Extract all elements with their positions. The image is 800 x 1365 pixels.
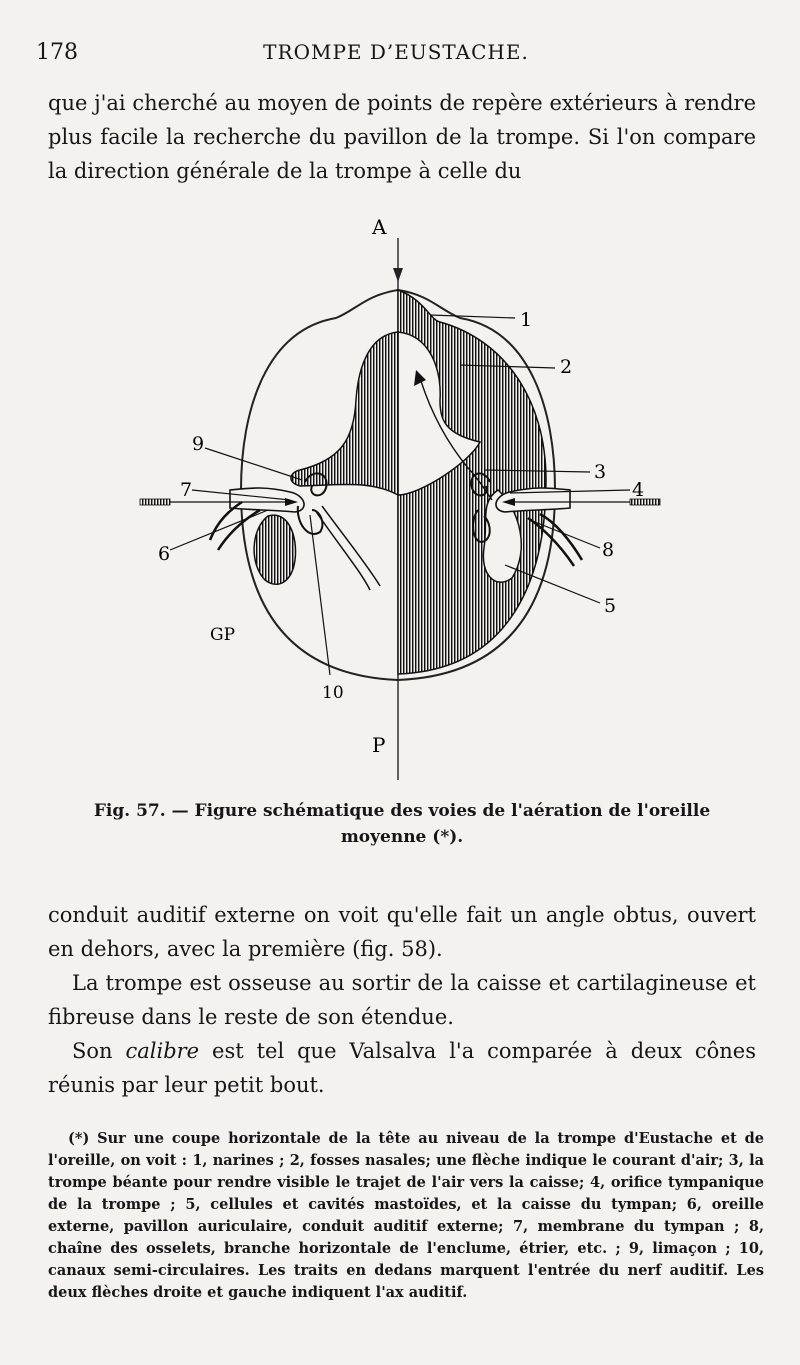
label-gp: GP xyxy=(210,625,236,645)
left-ear-canal xyxy=(230,488,304,512)
label-9: 9 xyxy=(192,433,205,455)
label-5: 5 xyxy=(604,595,617,617)
label-6: 6 xyxy=(158,543,171,565)
label-2: 2 xyxy=(560,356,573,378)
paragraph-4-italic: calibre xyxy=(125,1039,200,1063)
label-7: 7 xyxy=(180,479,193,501)
footnote xyxy=(48,1128,764,1304)
paragraph-2: conduit auditif externe on voit qu'elle fait un angle obtus, ouvert en dehors, avec la première (fig. 58). xyxy=(48,903,756,961)
label-3: 3 xyxy=(594,461,607,483)
footnote-text: Sur une coupe horizontale de la tête au niveau de la trompe d'Eustache et de l'oreille, on voit : 1, narines ; 2, fosses nasales; une flèche indique le courant d'air; 3, la trompe béante pour rendre visible le trajet de l'air vers la caisse; 4, orifice tympanique de la trompe ; 5, cellules et cavités mastoïdes, et la caisse du tympan; 6, oreille externe, pavillon auriculaire, conduit auditif externe; 7, membrane du tympan ; 8, chaîne des osselets, branche horizontale de l'enclume, étrier, etc. ; 9, limaçon ; 10, canaux semi-circulaires. Les traits en dedans marquent l'entrée du nerf auditif. Les deux flèches droite et gauche indiquent l'ax auditif. xyxy=(48,1130,764,1301)
paragraph-4-end: est tel que Valsalva l'a comparée à deux cônes réunis par leur petit bout. xyxy=(48,1039,756,1097)
paragraph-3: La trompe est osseuse au sortir de la caisse et cartilagineuse et fibreuse dans le reste de son étendue. xyxy=(48,971,756,1029)
axis-arrow-head xyxy=(393,268,403,282)
caption-line-2: moyenne (*). xyxy=(340,827,464,847)
label-4: 4 xyxy=(632,479,645,501)
footnote-mark: (*) xyxy=(68,1130,90,1147)
left-mastoid-bulb xyxy=(254,515,295,584)
label-p: P xyxy=(372,733,386,757)
page-number: 178 xyxy=(36,40,78,65)
label-10: 10 xyxy=(322,683,344,703)
ear-aeration-diagram xyxy=(100,210,700,790)
figure-57 xyxy=(100,210,700,790)
paragraph-4 xyxy=(48,1034,756,1102)
running-title: TROMPE D’EUSTACHE. xyxy=(263,40,529,64)
left-hatched-region xyxy=(291,332,398,495)
label-a: A xyxy=(372,215,387,239)
left-eustachian-tube xyxy=(315,506,380,590)
caption-line-1: Fig. 57. — Figure schématique des voies de l'aération de l'oreille xyxy=(93,801,711,821)
page-header xyxy=(36,40,756,72)
label-1: 1 xyxy=(520,309,533,331)
figure-caption xyxy=(48,798,756,850)
label-8: 8 xyxy=(602,539,615,561)
paragraph-4-start: Son xyxy=(72,1039,126,1063)
paragraph-1: que j'ai cherché au moyen de points de repère extérieurs à rendre plus facile la recherche du pavillon de la trompe. Si l'on compare la direction générale de la trompe à celle du xyxy=(48,91,756,183)
air-arrow-head xyxy=(414,370,426,386)
